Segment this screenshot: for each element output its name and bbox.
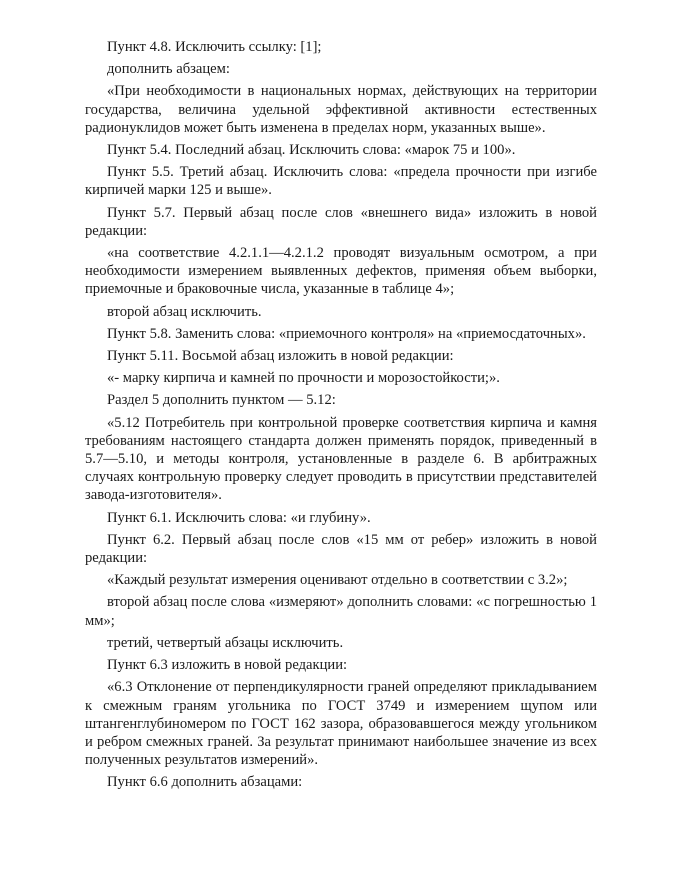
paragraph: Пункт 5.5. Третий абзац. Исключить слова: «предела прочности при изгибе кирпичей марки 125 и выше».: [85, 164, 597, 199]
paragraph: Пункт 5.7. Первый абзац после слов «внешнего вида» изложить в новой редакции:: [85, 204, 597, 239]
paragraph: Пункт 5.4. Последний абзац. Исключить слова: «марок 75 и 100».: [107, 142, 516, 159]
paragraph: Пункт 4.8. Исключить ссылку: [1];: [107, 39, 322, 55]
paragraph: «6.3 Отклонение от перпендикулярности граней определяют прикладыванием к смежным граням угольника по ГОСТ 3749 и измерением щупом или штангенглубиномером по ГОСТ 162 зазора, образовавшегося между угольником и ребром смежных граней. За результат принимают наибольшее значение из всех полученных результатов измерений».: [85, 679, 597, 769]
paragraph: «- марку кирпича и камней по прочности и морозостойкости;».: [107, 370, 500, 387]
paragraph: Пункт 6.6 дополнить абзацами:: [107, 774, 303, 791]
paragraph: «Каждый результат измерения оценивают отдельно в соответствии с 3.2»;: [107, 572, 568, 589]
paragraph: второй абзац исключить.: [107, 303, 262, 320]
paragraph: Раздел 5 дополнить пунктом — 5.12:: [107, 392, 336, 409]
paragraph: третий, четвертый абзацы исключить.: [107, 634, 344, 651]
paragraph: Пункт 6.2. Первый абзац после слов «15 мм от ребер» изложить в новой редакции:: [85, 531, 597, 567]
paragraph: второй абзац после слова «измеряют» дополнить словами: «с погрешностью 1 мм»;: [85, 594, 597, 629]
paragraph: «5.12 Потребитель при контрольной проверке соответствия кирпича и камня требованиям настоящего стандарта должен применять порядок, приведенный в 5.7—5.10, и методы контроля, установленные в разделе 6. В арбитражных случаях контрольную проверку следует проводить в присутствии представителей завода-изготовителя».: [85, 414, 597, 504]
document-body: [85, 38, 597, 792]
paragraph: Пункт 6.3 изложить в новой редакции:: [107, 657, 348, 674]
paragraph: «При необходимости в национальных нормах, действующих на территории государства, величина удельной эффективной активности естественных радионуклидов может быть изменена в пределах норм, указанных выше».: [85, 83, 597, 136]
paragraph: Пункт 6.1. Исключить слова: «и глубину».: [107, 509, 371, 526]
paragraph: «на соответствие 4.2.1.1—4.2.1.2 проводят визуальным осмотром, а при необходимости измерением выявленных дефектов, применяя объем выборки, приемочные и браковочные числа, указанные в таблице 4»;: [85, 245, 597, 298]
paragraph: Пункт 5.11. Восьмой абзац изложить в новой редакции:: [107, 348, 454, 365]
paragraph: Пункт 5.8. Заменить слова: «приемочного контроля» на «приемосдаточных».: [107, 325, 586, 342]
paragraph: дополнить абзацем:: [107, 61, 230, 78]
